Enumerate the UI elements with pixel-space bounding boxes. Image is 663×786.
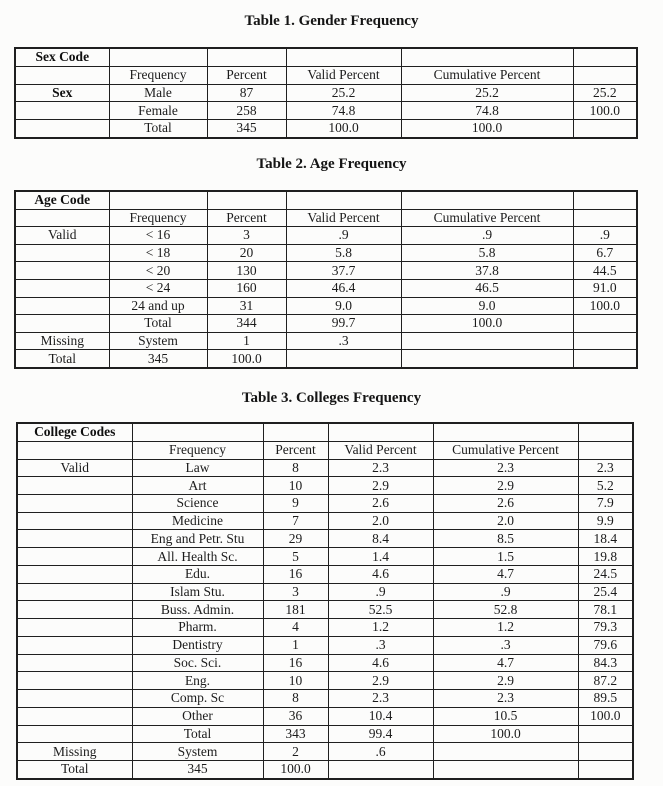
table-row xyxy=(17,477,633,495)
table-cell: 5.8 xyxy=(286,244,401,262)
table-cell: 160 xyxy=(207,279,286,297)
colleges-frequency-section xyxy=(0,388,663,780)
table-row xyxy=(15,279,637,297)
table3-title: Table 3. Colleges Frequency xyxy=(241,390,422,406)
table-cell: 9.0 xyxy=(286,297,401,315)
table-cell: 4.6 xyxy=(328,654,433,672)
table-cell: Total xyxy=(109,120,207,138)
table-cell: 2.3 xyxy=(433,690,578,708)
table-cell: 2.0 xyxy=(433,512,578,530)
table-row xyxy=(15,48,637,66)
table-cell: Total xyxy=(132,725,263,743)
table-cell xyxy=(433,743,578,761)
table-cell: 84.3 xyxy=(578,654,633,672)
table-row xyxy=(15,209,637,227)
table-cell: 258 xyxy=(207,102,286,120)
table-cell: System xyxy=(109,332,207,350)
table-cell: Comp. Sc xyxy=(132,690,263,708)
table-cell xyxy=(328,761,433,779)
table-cell xyxy=(17,477,132,495)
table-cell: 3 xyxy=(207,227,286,245)
table-row xyxy=(15,120,637,138)
table-cell: Valid Percent xyxy=(328,441,433,459)
age-frequency-section xyxy=(0,154,663,369)
table-cell xyxy=(433,761,578,779)
table-cell xyxy=(15,262,109,280)
table-cell xyxy=(15,102,109,120)
table-cell: Total xyxy=(17,761,132,779)
table-cell: Frequency xyxy=(109,66,207,84)
table-cell: 4 xyxy=(263,619,328,637)
table-cell xyxy=(15,66,109,84)
table-cell: 2.3 xyxy=(328,690,433,708)
table-cell xyxy=(573,350,637,368)
table-cell xyxy=(17,565,132,583)
table-cell: Missing xyxy=(15,332,109,350)
table-cell: Male xyxy=(109,84,207,102)
table-cell: Eng and Petr. Stu xyxy=(132,530,263,548)
table-row xyxy=(17,441,633,459)
table-cell: .6 xyxy=(328,743,433,761)
table-row xyxy=(17,423,633,441)
table-cell xyxy=(15,209,109,227)
table-cell: 345 xyxy=(207,120,286,138)
table-cell: 99.7 xyxy=(286,315,401,333)
table-cell: 46.5 xyxy=(401,279,573,297)
table-cell: 16 xyxy=(263,565,328,583)
table-cell: Law xyxy=(132,459,263,477)
table-row xyxy=(15,244,637,262)
table-cell: 345 xyxy=(132,761,263,779)
table-cell xyxy=(573,120,637,138)
table-cell: 10.4 xyxy=(328,707,433,725)
table-cell: 5 xyxy=(263,548,328,566)
table-cell: Frequency xyxy=(132,441,263,459)
table-cell: .3 xyxy=(328,636,433,654)
table-row xyxy=(17,707,633,725)
table-cell xyxy=(573,66,637,84)
table-cell: 345 xyxy=(109,350,207,368)
table-cell: 10.5 xyxy=(433,707,578,725)
table-cell: Frequency xyxy=(109,209,207,227)
table-cell: 344 xyxy=(207,315,286,333)
table-row xyxy=(17,636,633,654)
table-cell xyxy=(573,48,637,66)
table-cell: 74.8 xyxy=(286,102,401,120)
table-cell: 4.7 xyxy=(433,565,578,583)
table-cell: 1.2 xyxy=(328,619,433,637)
table-cell xyxy=(17,583,132,601)
table-cell: 100.0 xyxy=(263,761,328,779)
table-cell: 5.2 xyxy=(578,477,633,495)
table-cell: 100.0 xyxy=(207,350,286,368)
table-row xyxy=(15,262,637,280)
table-cell: 46.4 xyxy=(286,279,401,297)
table-cell xyxy=(207,48,286,66)
table-cell: 91.0 xyxy=(573,279,637,297)
table-cell: Cumulative Percent xyxy=(401,66,573,84)
table-cell: 79.6 xyxy=(578,636,633,654)
table-cell: < 24 xyxy=(109,279,207,297)
table-cell xyxy=(17,512,132,530)
table-cell: 2.0 xyxy=(328,512,433,530)
table-cell xyxy=(17,548,132,566)
table-row xyxy=(17,548,633,566)
table-cell xyxy=(401,332,573,350)
table-cell xyxy=(573,209,637,227)
table-cell: 89.5 xyxy=(578,690,633,708)
table-cell: 52.5 xyxy=(328,601,433,619)
table-cell: 2.9 xyxy=(328,672,433,690)
table-cell xyxy=(17,530,132,548)
table-cell: 4.6 xyxy=(328,565,433,583)
table-cell: 1.2 xyxy=(433,619,578,637)
table-cell xyxy=(573,332,637,350)
table-cell: Science xyxy=(132,495,263,513)
table-cell: Percent xyxy=(207,66,286,84)
table-cell: Sex Code xyxy=(15,48,109,66)
table-cell: 100.0 xyxy=(401,315,573,333)
table-row xyxy=(15,227,637,245)
table-cell xyxy=(15,279,109,297)
table-cell xyxy=(433,423,578,441)
table-cell xyxy=(401,191,573,209)
table-cell: 2.9 xyxy=(433,477,578,495)
table-cell: 74.8 xyxy=(401,102,573,120)
table-cell xyxy=(15,297,109,315)
table-cell: 130 xyxy=(207,262,286,280)
table-cell: Art xyxy=(132,477,263,495)
table-cell: 100.0 xyxy=(573,297,637,315)
table-cell: Soc. Sci. xyxy=(132,654,263,672)
table-cell: Age Code xyxy=(15,191,109,209)
table-cell: 31 xyxy=(207,297,286,315)
table-cell: Other xyxy=(132,707,263,725)
table2-title: Table 2. Age Frequency xyxy=(256,156,407,172)
table-cell: 8 xyxy=(263,459,328,477)
table-cell: 1 xyxy=(263,636,328,654)
table-cell xyxy=(17,707,132,725)
table-cell xyxy=(15,315,109,333)
table-cell: 9.0 xyxy=(401,297,573,315)
table-cell xyxy=(17,619,132,637)
table-cell: 99.4 xyxy=(328,725,433,743)
table-cell xyxy=(15,244,109,262)
table-row xyxy=(17,672,633,690)
table-cell xyxy=(573,191,637,209)
table-cell: 25.4 xyxy=(578,583,633,601)
table-row xyxy=(15,66,637,84)
table-cell: 1 xyxy=(207,332,286,350)
table-cell: 37.7 xyxy=(286,262,401,280)
table-cell: 7.9 xyxy=(578,495,633,513)
table-cell: 7 xyxy=(263,512,328,530)
table-cell: 1.4 xyxy=(328,548,433,566)
table-cell: 25.2 xyxy=(573,84,637,102)
table-cell: 2 xyxy=(263,743,328,761)
table-cell: 2.9 xyxy=(433,672,578,690)
table-cell: .9 xyxy=(573,227,637,245)
table-row xyxy=(17,725,633,743)
colleges-frequency-table xyxy=(16,422,634,780)
table-cell: All. Health Sc. xyxy=(132,548,263,566)
table-cell: 87 xyxy=(207,84,286,102)
table-cell xyxy=(109,48,207,66)
table-cell: 78.1 xyxy=(578,601,633,619)
table-cell xyxy=(17,654,132,672)
table-cell xyxy=(109,191,207,209)
table-cell xyxy=(286,191,401,209)
table-cell: 25.2 xyxy=(401,84,573,102)
table-row xyxy=(17,459,633,477)
table-cell: 25.2 xyxy=(286,84,401,102)
table-cell: 19.8 xyxy=(578,548,633,566)
table-cell xyxy=(328,423,433,441)
table-cell: 2.3 xyxy=(433,459,578,477)
table-cell: 5.8 xyxy=(401,244,573,262)
table-cell: 10 xyxy=(263,477,328,495)
table-cell: Missing xyxy=(17,743,132,761)
table-cell: 36 xyxy=(263,707,328,725)
table-row xyxy=(15,191,637,209)
table-cell: 52.8 xyxy=(433,601,578,619)
table-row xyxy=(17,530,633,548)
table-row xyxy=(17,601,633,619)
table-cell: Valid xyxy=(17,459,132,477)
table-cell: Cumulative Percent xyxy=(433,441,578,459)
table-cell: Buss. Admin. xyxy=(132,601,263,619)
table-cell: .3 xyxy=(433,636,578,654)
table-row xyxy=(15,297,637,315)
table-cell: Valid Percent xyxy=(286,66,401,84)
table1-title: Table 1. Gender Frequency xyxy=(244,13,419,29)
table-cell: 10 xyxy=(263,672,328,690)
table-row xyxy=(15,332,637,350)
table-row xyxy=(17,761,633,779)
table-cell xyxy=(17,725,132,743)
age-frequency-table xyxy=(14,190,638,369)
table-cell xyxy=(17,601,132,619)
table-cell: Dentistry xyxy=(132,636,263,654)
table-row xyxy=(17,743,633,761)
table-cell: 20 xyxy=(207,244,286,262)
table-cell: Female xyxy=(109,102,207,120)
table-cell xyxy=(17,636,132,654)
table-cell: Medicine xyxy=(132,512,263,530)
table-cell: .9 xyxy=(286,227,401,245)
table-cell xyxy=(573,315,637,333)
table-cell: 8.5 xyxy=(433,530,578,548)
table-cell xyxy=(17,495,132,513)
table-row xyxy=(17,495,633,513)
table-cell: .9 xyxy=(328,583,433,601)
table-cell: < 20 xyxy=(109,262,207,280)
table-cell: 24 and up xyxy=(109,297,207,315)
table-row xyxy=(15,350,637,368)
table-cell: 2.3 xyxy=(328,459,433,477)
table-cell: < 16 xyxy=(109,227,207,245)
table-cell xyxy=(401,48,573,66)
table-cell: Valid xyxy=(15,227,109,245)
table-row xyxy=(15,315,637,333)
table-cell: 87.2 xyxy=(578,672,633,690)
table-cell: 79.3 xyxy=(578,619,633,637)
table-cell xyxy=(17,441,132,459)
table-cell: Eng. xyxy=(132,672,263,690)
gender-frequency-table xyxy=(14,47,638,139)
table-cell: 37.8 xyxy=(401,262,573,280)
table-cell: Total xyxy=(109,315,207,333)
table-cell: 6.7 xyxy=(573,244,637,262)
table-cell: .9 xyxy=(401,227,573,245)
table-cell xyxy=(578,761,633,779)
table-row xyxy=(17,565,633,583)
table-cell xyxy=(132,423,263,441)
table-cell: .3 xyxy=(286,332,401,350)
table-cell xyxy=(17,690,132,708)
table-cell: Pharm. xyxy=(132,619,263,637)
table-cell: Edu. xyxy=(132,565,263,583)
table-cell xyxy=(286,48,401,66)
table-cell xyxy=(15,120,109,138)
table-cell: 24.5 xyxy=(578,565,633,583)
table-cell xyxy=(286,350,401,368)
table-row xyxy=(15,84,637,102)
table-row xyxy=(17,512,633,530)
table-cell xyxy=(578,743,633,761)
table-cell: 181 xyxy=(263,601,328,619)
table-cell: 343 xyxy=(263,725,328,743)
table-cell: Valid Percent xyxy=(286,209,401,227)
table-cell: Cumulative Percent xyxy=(401,209,573,227)
table-cell: < 18 xyxy=(109,244,207,262)
table-cell: 2.6 xyxy=(433,495,578,513)
table-cell xyxy=(263,423,328,441)
table-cell: Total xyxy=(15,350,109,368)
table-row xyxy=(17,654,633,672)
table-cell: 8.4 xyxy=(328,530,433,548)
table-cell: 2.6 xyxy=(328,495,433,513)
table-cell: 100.0 xyxy=(401,120,573,138)
table-cell: 100.0 xyxy=(433,725,578,743)
table-cell xyxy=(401,350,573,368)
table-cell: 2.3 xyxy=(578,459,633,477)
table-cell xyxy=(207,191,286,209)
table-cell: 16 xyxy=(263,654,328,672)
table-cell: 3 xyxy=(263,583,328,601)
table-cell: Percent xyxy=(207,209,286,227)
table-cell: Sex xyxy=(15,84,109,102)
table-cell: .9 xyxy=(433,583,578,601)
table-cell: 9.9 xyxy=(578,512,633,530)
table-cell: 29 xyxy=(263,530,328,548)
table-cell xyxy=(578,725,633,743)
table-cell: 9 xyxy=(263,495,328,513)
table-cell: 100.0 xyxy=(578,707,633,725)
table-row xyxy=(17,690,633,708)
table-cell: 44.5 xyxy=(573,262,637,280)
table-cell: 2.9 xyxy=(328,477,433,495)
table-row xyxy=(15,102,637,120)
table-cell: 100.0 xyxy=(573,102,637,120)
table-cell: College Codes xyxy=(17,423,132,441)
table-cell: Islam Stu. xyxy=(132,583,263,601)
table-cell: Percent xyxy=(263,441,328,459)
table-cell: 18.4 xyxy=(578,530,633,548)
table-cell xyxy=(578,423,633,441)
table-cell: 8 xyxy=(263,690,328,708)
table-cell: System xyxy=(132,743,263,761)
table-cell xyxy=(17,672,132,690)
table-cell xyxy=(578,441,633,459)
table-cell: 4.7 xyxy=(433,654,578,672)
table-row xyxy=(17,583,633,601)
table-row xyxy=(17,619,633,637)
table-cell: 1.5 xyxy=(433,548,578,566)
gender-frequency-section xyxy=(0,0,663,139)
table-cell: 100.0 xyxy=(286,120,401,138)
